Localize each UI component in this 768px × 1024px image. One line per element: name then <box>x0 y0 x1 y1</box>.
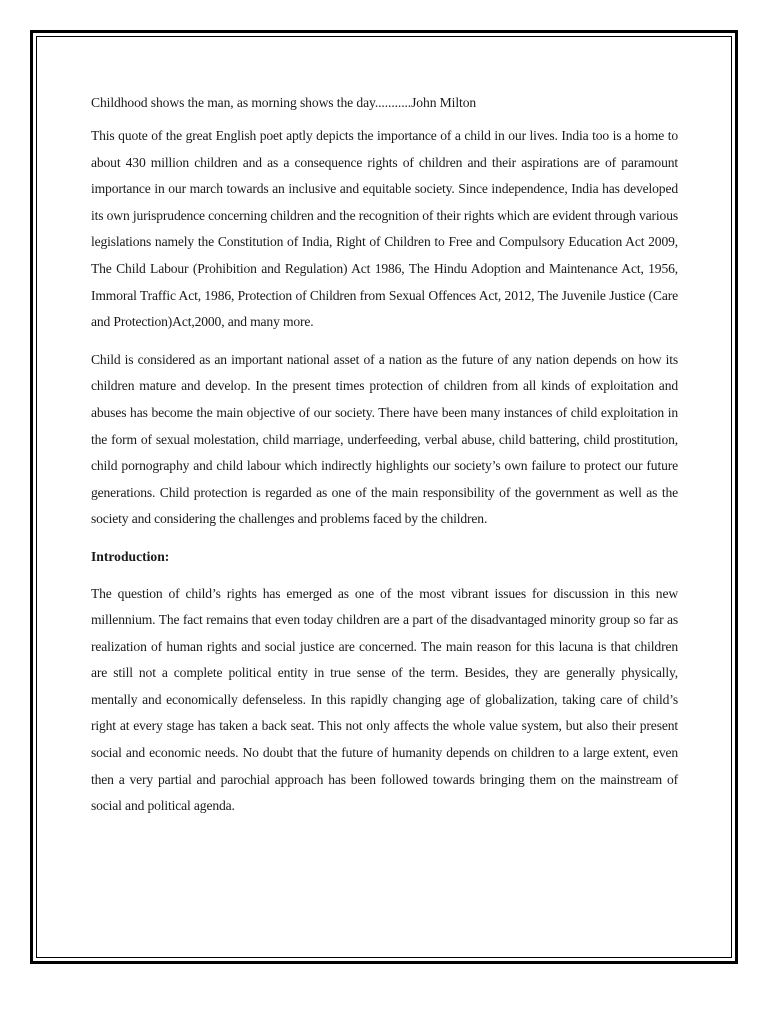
paragraph-2: Child is considered as an important national asset of a nation as the future of any nation depends on how its children mature and develop. In the present times protection of children from all kinds of exploitation and abuses has become the main objective of our society. There have been many instances of child exploitation in the form of sexual molestation, child marriage, underfeeding, verbal abuse, child battering, child prostitution, child pornography and child labour which indirectly highlights our society’s own failure to protect our future generations. Child protection is regarded as one of the main responsibility of the government as well as the society and considering the challenges and problems faced by the children. <box>91 351 678 527</box>
section-heading-introduction: Introduction: <box>91 548 170 564</box>
document-body <box>91 92 678 831</box>
paragraph-3: The question of child’s rights has emerged as one of the most vibrant issues for discussion in this new millennium. The fact remains that even today children are a part of the disadvantaged minority group so far as realization of human rights and social justice are concerned. The main reason for this lacuna is that children are still not a complete political entity in true sense of the term. Besides, they are generally physically, mentally and economically defenseless. In this rapidly changing age of globalization, taking care of child’s right at every stage has taken a back seat. This not only affects the whole value system, but also their present social and economic needs. No doubt that the future of humanity depends on children to a large extent, even then a very partial and parochial approach has been followed towards bringing them on the mainstream of social and political agenda. <box>91 585 678 814</box>
paragraph-1: This quote of the great English poet aptly depicts the importance of a child in our lives. India too is a home to about 430 million children and as a consequence rights of children and their aspirations are of paramount importance in our march towards an inclusive and equitable society. Since independence, India has developed its own jurisprudence concerning children and the recognition of their rights which are evident through various legislations namely the Constitution of India, Right of Children to Free and Compulsory Education Act 2009, The Child Labour (Prohibition and Regulation) Act 1986, The Hindu Adoption and Maintenance Act, 1956, Immoral Traffic Act, 1986, Protection of Children from Sexual Offences Act, 2012, The Juvenile Justice (Care and Protection)Act,2000, and many more. <box>91 128 678 330</box>
epigraph-quote: Childhood shows the man, as morning shows the day...........John Milton <box>91 95 477 110</box>
